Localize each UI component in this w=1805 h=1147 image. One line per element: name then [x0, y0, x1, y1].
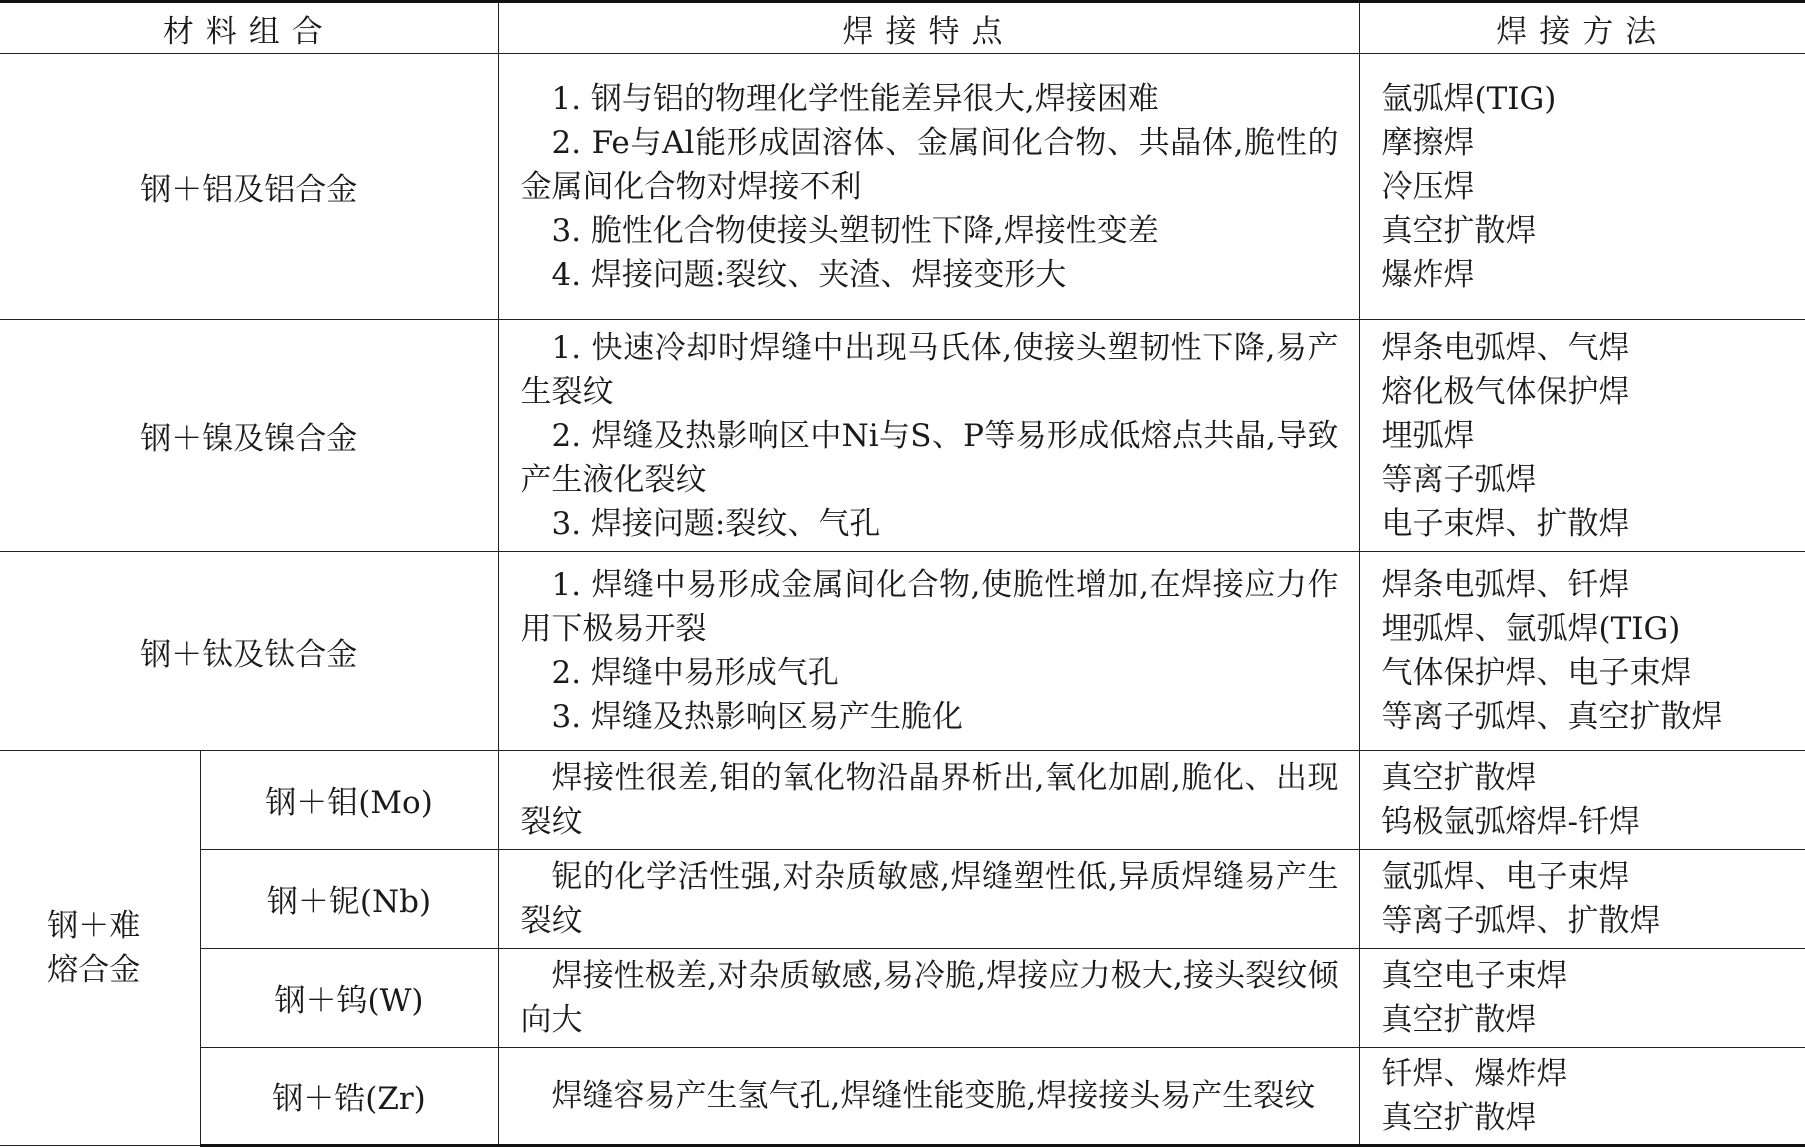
group-label-line: 钢＋难	[47, 907, 141, 944]
group-label-line: 熔合金	[47, 951, 141, 988]
features-cell	[498, 320, 1359, 552]
method-item: 等离子弧焊、真空扩散焊	[1381, 699, 1723, 736]
feature-item: 1. 焊缝中易形成金属间化合物,使脆性增加,在焊接应力作用下极易开裂	[520, 567, 1339, 648]
methods-cell	[1359, 948, 1805, 1047]
method-item: 气体保护焊、电子束焊	[1381, 655, 1692, 692]
header-features: 焊接特点	[498, 2, 1359, 54]
method-item: 电子束焊、扩散焊	[1381, 505, 1630, 542]
method-item: 埋弧焊	[1381, 417, 1475, 454]
method-item: 等离子弧焊、扩散焊	[1381, 902, 1661, 939]
material-cell: 钢＋钼(Mo)	[200, 750, 498, 849]
table-row	[0, 1047, 1805, 1145]
feature-item: 2. 焊缝中易形成气孔	[551, 655, 839, 692]
method-item: 焊条电弧焊、钎焊	[1381, 567, 1630, 604]
method-item: 熔化极气体保护焊	[1381, 373, 1630, 410]
method-item: 冷压焊	[1381, 168, 1475, 205]
feature-item: 2. Fe与Al能形成固溶体、金属间化合物、共晶体,脆性的金属间化合物对焊接不利	[520, 124, 1339, 205]
method-item: 钎焊、爆炸焊	[1381, 1055, 1568, 1092]
table-row	[0, 849, 1805, 948]
header-row	[0, 2, 1805, 54]
material-cell: 钢＋钨(W)	[200, 948, 498, 1047]
method-item: 真空扩散焊	[1381, 1099, 1537, 1136]
features-cell	[498, 948, 1359, 1047]
method-item: 摩擦焊	[1381, 124, 1475, 161]
method-item: 氩弧焊(TIG)	[1381, 80, 1557, 117]
method-item: 钨极氩弧熔焊-钎焊	[1381, 803, 1640, 840]
material-cell: 钢＋铌(Nb)	[200, 849, 498, 948]
header-methods: 焊接方法	[1359, 2, 1805, 54]
feature-item: 4. 焊接问题:裂纹、夹渣、焊接变形大	[551, 256, 1067, 293]
feature-item: 铌的化学活性强,对杂质敏感,焊缝塑性低,异质焊缝易产生裂纹	[520, 858, 1339, 939]
method-item: 真空扩散焊	[1381, 759, 1537, 796]
features-cell	[498, 849, 1359, 948]
features-cell	[498, 552, 1359, 750]
method-item: 真空电子束焊	[1381, 957, 1568, 994]
features-cell	[498, 750, 1359, 849]
material-cell: 钢＋镍及镍合金	[0, 320, 498, 552]
method-item: 真空扩散焊	[1381, 1001, 1537, 1038]
header-material: 材料组合	[0, 2, 498, 54]
feature-item: 3. 脆性化合物使接头塑韧性下降,焊接性变差	[551, 212, 1159, 249]
material-cell: 钢＋钛及钛合金	[0, 552, 498, 750]
material-cell: 钢＋锆(Zr)	[200, 1047, 498, 1145]
method-item: 爆炸焊	[1381, 256, 1475, 293]
table-row	[0, 552, 1805, 750]
feature-item: 1. 快速冷却时焊缝中出现马氏体,使接头塑韧性下降,易产生裂纹	[520, 329, 1339, 410]
feature-item: 1. 钢与铝的物理化学性能差异很大,焊接困难	[551, 80, 1159, 117]
table-row	[0, 54, 1805, 320]
feature-item: 焊接性很差,钼的氧化物沿晶界析出,氧化加剧,脆化、出现裂纹	[520, 759, 1339, 840]
features-cell	[498, 1047, 1359, 1145]
feature-item: 3. 焊缝及热影响区易产生脆化	[551, 699, 963, 736]
methods-cell	[1359, 320, 1805, 552]
methods-cell	[1359, 1047, 1805, 1145]
feature-item: 2. 焊缝及热影响区中Ni与S、P等易形成低熔点共晶,导致产生液化裂纹	[520, 417, 1339, 498]
feature-item: 焊缝容易产生氢气孔,焊缝性能变脆,焊接接头易产生裂纹	[551, 1077, 1316, 1114]
feature-item: 3. 焊接问题:裂纹、气孔	[551, 505, 881, 542]
method-item: 真空扩散焊	[1381, 212, 1537, 249]
material-cell: 钢＋铝及铝合金	[0, 54, 498, 320]
methods-cell	[1359, 849, 1805, 948]
refractory-group-cell	[0, 750, 200, 1145]
methods-cell	[1359, 54, 1805, 320]
table-row	[0, 320, 1805, 552]
method-item: 氩弧焊、电子束焊	[1381, 858, 1630, 895]
method-item: 埋弧焊、氩弧焊(TIG)	[1381, 611, 1681, 648]
method-item: 焊条电弧焊、气焊	[1381, 329, 1630, 366]
feature-item: 焊接性极差,对杂质敏感,易冷脆,焊接应力极大,接头裂纹倾向大	[520, 957, 1339, 1038]
table-row	[0, 948, 1805, 1047]
table-row	[0, 750, 1805, 849]
methods-cell	[1359, 552, 1805, 750]
methods-cell	[1359, 750, 1805, 849]
method-item: 等离子弧焊	[1381, 461, 1537, 498]
features-cell	[498, 54, 1359, 320]
